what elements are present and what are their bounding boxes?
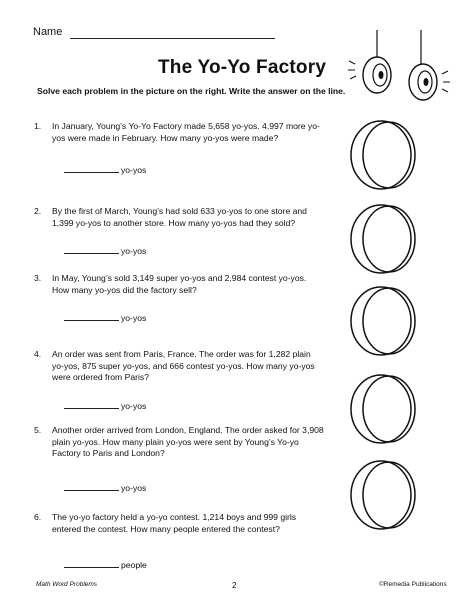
answer-unit: people: [121, 560, 147, 570]
problem-number: 1.: [34, 121, 42, 131]
name-label: Name: [33, 26, 63, 38]
problem-text: An order was sent from Paris, France. The order was for 1,282 plain yo-yos, 875 super yo-yos, and 666 contest yo-yos. How many yo-yos were ordered from Paris?: [52, 349, 315, 382]
yo-yo-outline-icon: [343, 118, 423, 192]
problem-text: In January, Young’s Yo-Yo Factory made 5,658 yo-yos. 4,997 more yo-yos were made in February. How many yo-yos were made?: [52, 121, 320, 143]
answer-unit: yo-yos: [121, 401, 147, 411]
footer-book-title: Math Word Problems: [36, 581, 98, 588]
answer-unit: yo-yos: [121, 483, 147, 493]
problem-number: 2.: [34, 206, 42, 216]
problem-4: [34, 349, 324, 384]
problem-text: Another order arrived from London, England. The order asked for 3,908 plain yo-yos. How many plain yo-yos were sent by Young’s Yo-yo Factory to Paris and London?: [52, 425, 324, 458]
answer-unit: yo-yos: [121, 246, 147, 256]
answer-line-4[interactable]: [64, 408, 119, 409]
two-yo-yos-icon: [345, 30, 455, 110]
answer-3: [64, 313, 146, 323]
answer-line-2[interactable]: [64, 253, 119, 254]
answer-1: [64, 165, 146, 175]
footer-publisher: ©Remedia Publications: [379, 581, 447, 588]
answer-5: [64, 483, 146, 493]
answer-4: [64, 401, 146, 411]
problem-1: [34, 121, 324, 144]
problem-text: By the first of March, Young’s had sold 633 yo-yos to one store and 1,399 yo-yos to another store. How many yo-yos had they sold?: [52, 206, 307, 228]
problem-number: 6.: [34, 512, 42, 522]
yo-yo-outline-icon: [343, 284, 423, 358]
answer-unit: yo-yos: [121, 313, 147, 323]
page-number: 2: [232, 581, 237, 590]
page-title: The Yo-Yo Factory: [158, 57, 327, 78]
problem-5: [34, 425, 324, 460]
problem-number: 5.: [34, 425, 42, 435]
answer-line-1[interactable]: [64, 172, 119, 173]
answer-unit: yo-yos: [121, 165, 147, 175]
problem-number: 4.: [34, 349, 42, 359]
problem-2: [34, 206, 324, 229]
answer-line-6[interactable]: [64, 567, 119, 568]
answer-6: [64, 560, 147, 570]
yo-yo-outline-icon: [343, 202, 423, 276]
yo-yo-outline-icon: [343, 458, 423, 532]
problem-text: The yo-yo factory held a yo-yo contest. 1,214 boys and 999 girls entered the contest. How many people entered the contest?: [52, 512, 297, 534]
answer-line-5[interactable]: [64, 490, 119, 491]
problem-text: In May, Young’s sold 3,149 super yo-yos and 2,984 contest yo-yos. How many yo-yos did the factory sell?: [52, 273, 307, 295]
problem-3: [34, 273, 324, 296]
problem-number: 3.: [34, 273, 42, 283]
yo-yo-outline-icon: [343, 372, 423, 446]
answer-line-3[interactable]: [64, 320, 119, 321]
name-line[interactable]: [70, 38, 275, 39]
problem-6: [34, 512, 324, 535]
instructions: Solve each problem in the picture on the right. Write the answer on the line.: [37, 86, 346, 96]
answer-2: [64, 246, 146, 256]
